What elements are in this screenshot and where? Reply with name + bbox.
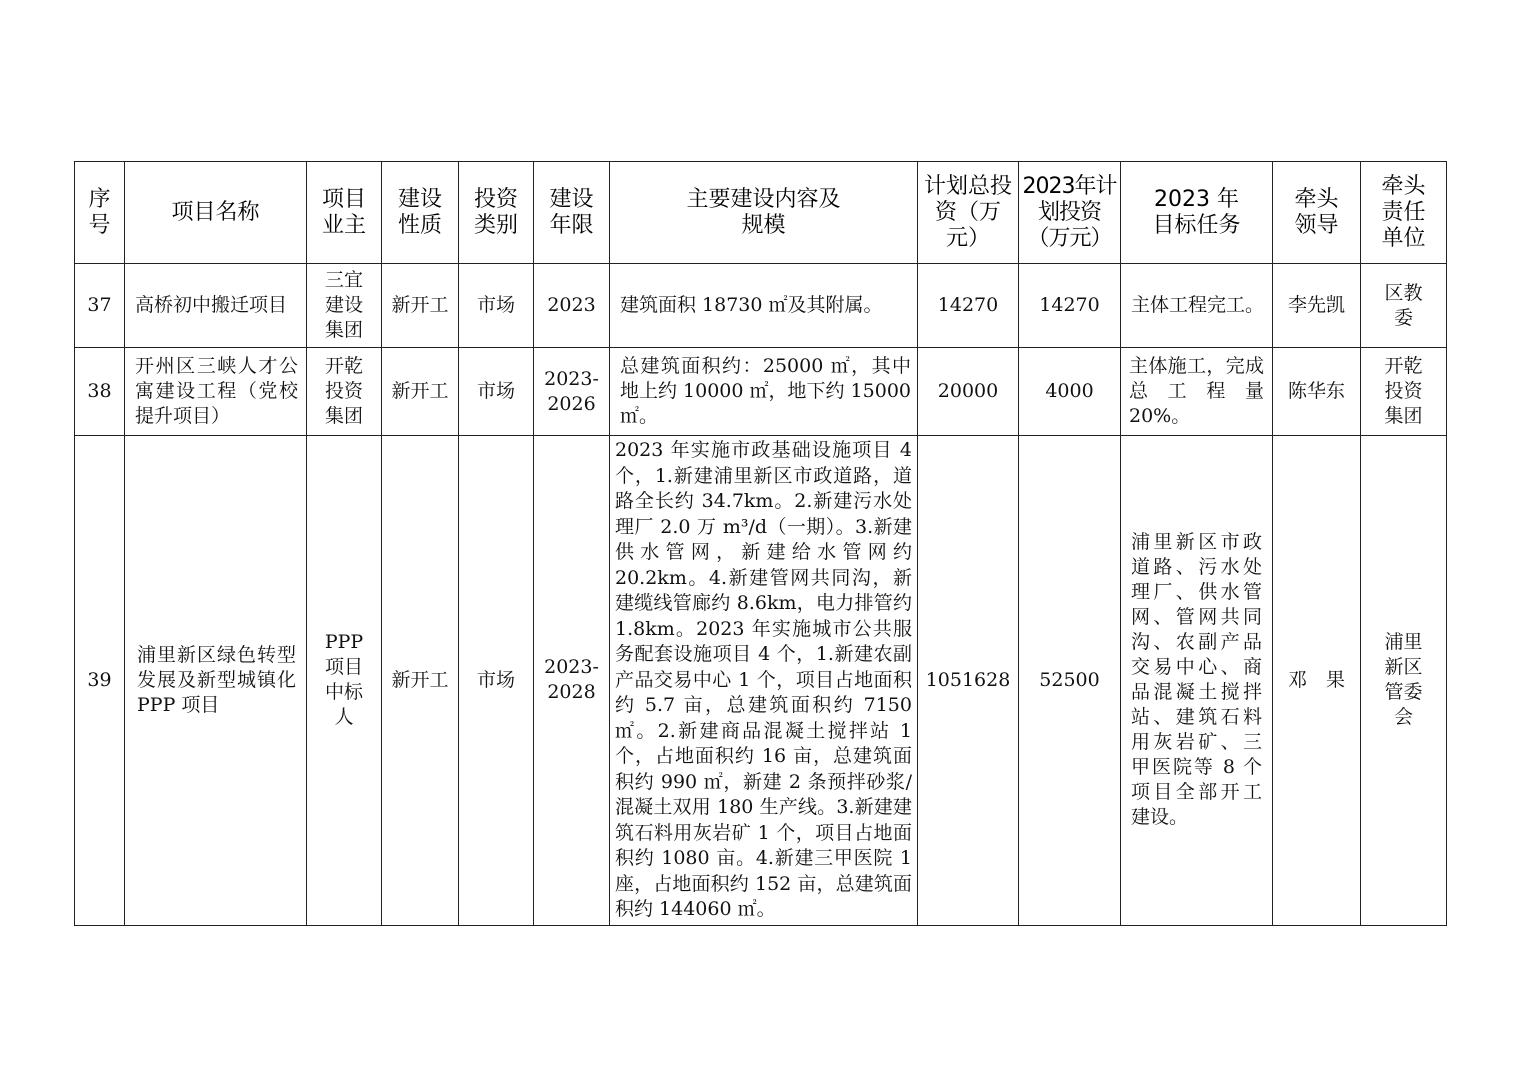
header-period: 建设年限 xyxy=(534,162,610,264)
header-nature: 建设性质 xyxy=(382,162,459,264)
project-table xyxy=(74,161,1447,926)
cell-seq: 39 xyxy=(75,436,125,926)
cell-owner: 三宜建设集团 xyxy=(307,264,382,348)
cell-invest-2023: 52500 xyxy=(1019,436,1121,926)
cell-invest-type: 市场 xyxy=(459,264,534,348)
header-unit: 牵头责任单位 xyxy=(1361,162,1447,264)
cell-content: 2023 年实施市政基础设施项目 4 个，1.新建浦里新区市政道路，道路全长约 34.7km。2.新建污水处理厂 2.0 万 m³/d（一期）。3.新建供水管网，新建给水管网约 20.2km。4.新建管网共同沟，新建缆线管廊约 8.6km，电力排管约 1.8km。2023 年实施城市公共服务配套设施项目 4 个，1.新建农副产品交易中心 1 个，项目占地面积约 5.7 亩，总建筑面积约 7150 ㎡。2.新建商品混凝土搅拌站 1 个，占地面积约 16 亩，总建筑面积约 990 ㎡，新建 2 条预拌砂浆/混凝土双用 180 生产线。3.新建建筑石料用灰岩矿 1 个，项目占地面积约 1080 亩。4.新建三甲医院 1 座，占地面积约 152 亩，总建筑面积约 144060 ㎡。 xyxy=(610,436,918,926)
header-invest-type: 投资类别 xyxy=(459,162,534,264)
cell-target-2023: 主体工程完工。 xyxy=(1121,264,1273,348)
cell-invest-2023: 14270 xyxy=(1019,264,1121,348)
cell-leader: 李先凯 xyxy=(1273,264,1361,348)
header-name: 项目名称 xyxy=(125,162,307,264)
cell-content: 建筑面积 18730 ㎡及其附属。 xyxy=(610,264,918,348)
cell-invest-type: 市场 xyxy=(459,348,534,436)
cell-nature: 新开工 xyxy=(382,436,459,926)
cell-invest-2023: 4000 xyxy=(1019,348,1121,436)
header-invest-2023: 2023年计划投资（万元） xyxy=(1019,162,1121,264)
header-seq: 序号 xyxy=(75,162,125,264)
cell-seq: 38 xyxy=(75,348,125,436)
cell-nature: 新开工 xyxy=(382,264,459,348)
cell-nature: 新开工 xyxy=(382,348,459,436)
cell-target-2023: 浦里新区市政道路、污水处理厂、供水管网、管网共同沟、农副产品交易中心、商品混凝土搅拌站、建筑石料用灰岩矿、三甲医院等 8 个项目全部开工建设。 xyxy=(1121,436,1273,926)
table-header-row xyxy=(75,162,1447,264)
cell-target-2023: 主体施工，完成总工程量 20%。 xyxy=(1121,348,1273,436)
table-row xyxy=(75,436,1447,926)
cell-owner: 开乾投资集团 xyxy=(307,348,382,436)
cell-unit: 区教委 xyxy=(1361,264,1447,348)
header-leader: 牵头领导 xyxy=(1273,162,1361,264)
cell-owner: PPP项目中标人 xyxy=(307,436,382,926)
header-target-2023: 2023 年目标任务 xyxy=(1121,162,1273,264)
header-total-invest: 计划总投资（万元） xyxy=(918,162,1019,264)
cell-invest-type: 市场 xyxy=(459,436,534,926)
cell-total-invest: 20000 xyxy=(918,348,1019,436)
cell-name: 高桥初中搬迁项目 xyxy=(125,264,307,348)
cell-period: 2023-2026 xyxy=(534,348,610,436)
header-content: 主要建设内容及规模 xyxy=(610,162,918,264)
header-owner: 项目业主 xyxy=(307,162,382,264)
cell-name: 浦里新区绿色转型发展及新型城镇化 PPP 项目 xyxy=(125,436,307,926)
cell-period: 2023-2028 xyxy=(534,436,610,926)
cell-leader: 陈华东 xyxy=(1273,348,1361,436)
table-row xyxy=(75,348,1447,436)
project-table-sheet xyxy=(74,161,1447,926)
cell-total-invest: 1051628 xyxy=(918,436,1019,926)
cell-total-invest: 14270 xyxy=(918,264,1019,348)
cell-unit: 浦里新区管委会 xyxy=(1361,436,1447,926)
cell-leader: 邓 果 xyxy=(1273,436,1361,926)
cell-seq: 37 xyxy=(75,264,125,348)
cell-unit: 开乾投资集团 xyxy=(1361,348,1447,436)
cell-content: 总建筑面积约：25000 ㎡，其中地上约 10000 ㎡，地下约 15000 ㎡。 xyxy=(610,348,918,436)
table-row xyxy=(75,264,1447,348)
cell-name: 开州区三峡人才公寓建设工程（党校提升项目） xyxy=(125,348,307,436)
cell-period: 2023 xyxy=(534,264,610,348)
